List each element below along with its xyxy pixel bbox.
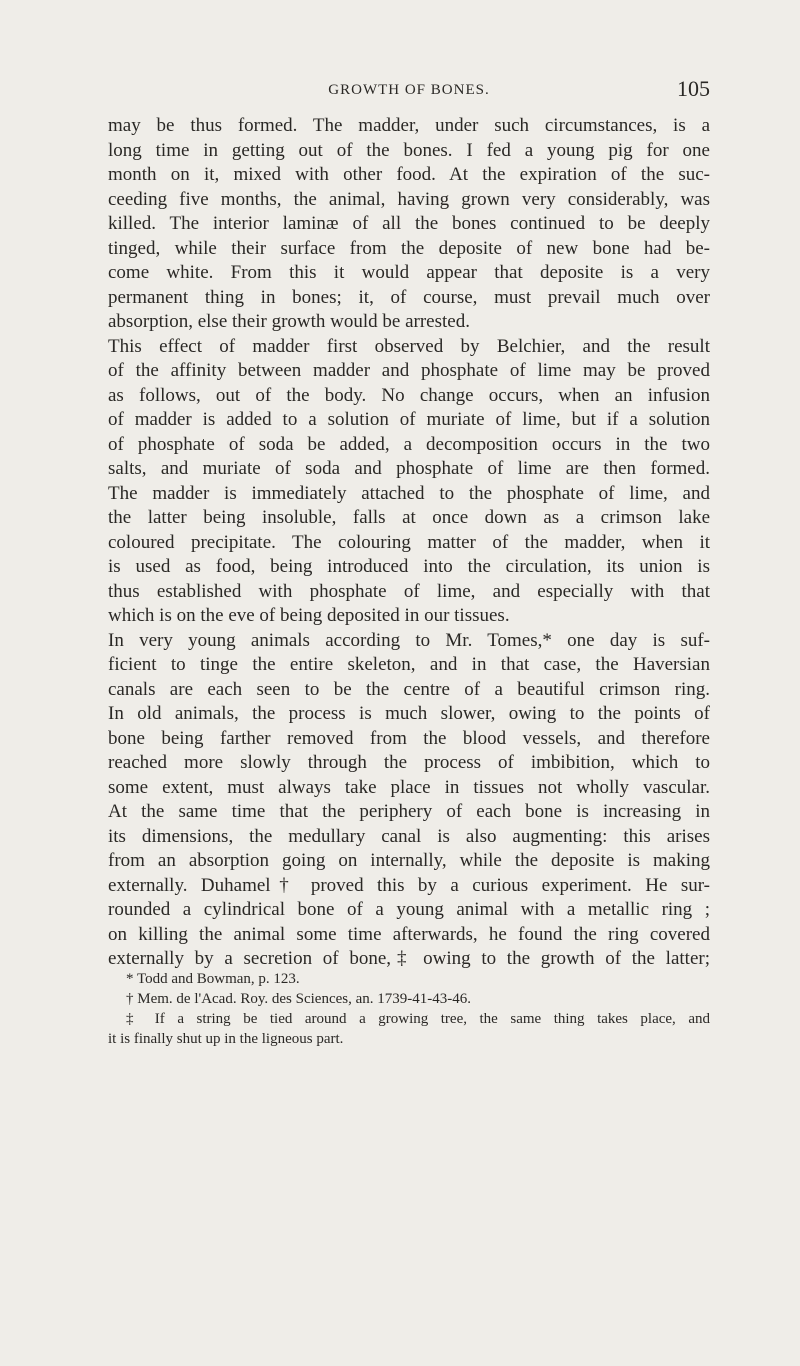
text-line: come white. From this it would appear that deposite is a very [108, 262, 710, 283]
text-line: reached more slowly through the process of imbibition, which to [108, 752, 710, 773]
text-line: In very young animals according to Mr. Tomes,* one day is suf- [108, 629, 710, 651]
text-line: its dimensions, the medullary canal is also augmenting: this arises [108, 825, 710, 847]
text-line: permanent thing in bones; it, of course, must prevail much over [108, 286, 710, 308]
text-line: of madder is added to a solution of muriate of lime, but if a solution [108, 409, 710, 430]
text-line: This effect of madder first observed by Belchier, and the result [108, 335, 710, 357]
text-line: on killing the animal some time afterwards, he found the ring covered [108, 923, 710, 945]
text-line: some extent, must always take place in tissues not wholly vascular. [108, 776, 710, 798]
text-line: externally. Duhamel† proved this by a curious experiment. He sur- [108, 874, 710, 896]
body-text [108, 114, 710, 972]
text-line: salts, and muriate of soda and phosphate of lime are then formed. [108, 458, 710, 479]
text-line: ficient to tinge the entire skeleton, and in that case, the Haversian [108, 654, 710, 675]
text-line: The madder is immediately attached to the phosphate of lime, and [108, 482, 710, 504]
text-line: the latter being insoluble, falls at once down as a crimson lake [108, 507, 710, 528]
text-line: of phosphate of soda be added, a decomposition occurs in the two [108, 433, 710, 455]
footnote: ‡ If a string be tied around a growing tree, the same thing takes place, and [126, 1011, 710, 1027]
text-line: absorption, else their growth would be arrested. [108, 311, 470, 332]
text-line: thus established with phosphate of lime, and especially with that [108, 580, 710, 602]
text-line: may be thus formed. The madder, under such circumstances, is a [108, 115, 710, 136]
text-line: canals are each seen to be the centre of a beautiful crimson ring. [108, 678, 710, 700]
text-line: At the same time that the periphery of each bone is increasing in [108, 801, 710, 822]
footnote-continuation: it is finally shut up in the ligneous part. [108, 1031, 344, 1047]
text-line: killed. The interior laminæ of all the bones continued to be deeply [108, 213, 710, 234]
running-title: GROWTH OF BONES. [328, 82, 490, 98]
text-line: long time in getting out of the bones. I fed a young pig for one [108, 139, 710, 161]
text-line: is used as food, being introduced into the circulation, its union is [108, 556, 710, 577]
running-head [108, 76, 710, 106]
text-line: month on it, mixed with other food. At the expiration of the suc- [108, 164, 710, 185]
text-line: externally by a secretion of bone,‡ owing to the growth of the latter; [108, 948, 710, 969]
text-line: which is on the eve of being deposited in our tissues. [108, 605, 510, 626]
footnote: † Mem. de l'Acad. Roy. des Sciences, an. 1739-41-43-46. [126, 991, 471, 1007]
text-line: of the affinity between madder and phosphate of lime may be proved [108, 360, 710, 381]
text-line: rounded a cylindrical bone of a young animal with a metallic ring ; [108, 899, 710, 920]
text-line: ceeding five months, the animal, having grown very considerably, was [108, 188, 710, 210]
text-line: tinged, while their surface from the deposite of new bone had be- [108, 237, 710, 259]
text-line: bone being farther removed from the blood vessels, and therefore [108, 727, 710, 749]
text-line: from an absorption going on internally, while the deposite is making [108, 850, 710, 871]
text-line: coloured precipitate. The colouring matter of the madder, when it [108, 531, 710, 553]
page-number: 105 [677, 76, 710, 101]
text-line: In old animals, the process is much slower, owing to the points of [108, 703, 710, 724]
footnote: * Todd and Bowman, p. 123. [126, 971, 300, 987]
footnotes [108, 969, 710, 1049]
text-line: as follows, out of the body. No change occurs, when an infusion [108, 384, 710, 406]
